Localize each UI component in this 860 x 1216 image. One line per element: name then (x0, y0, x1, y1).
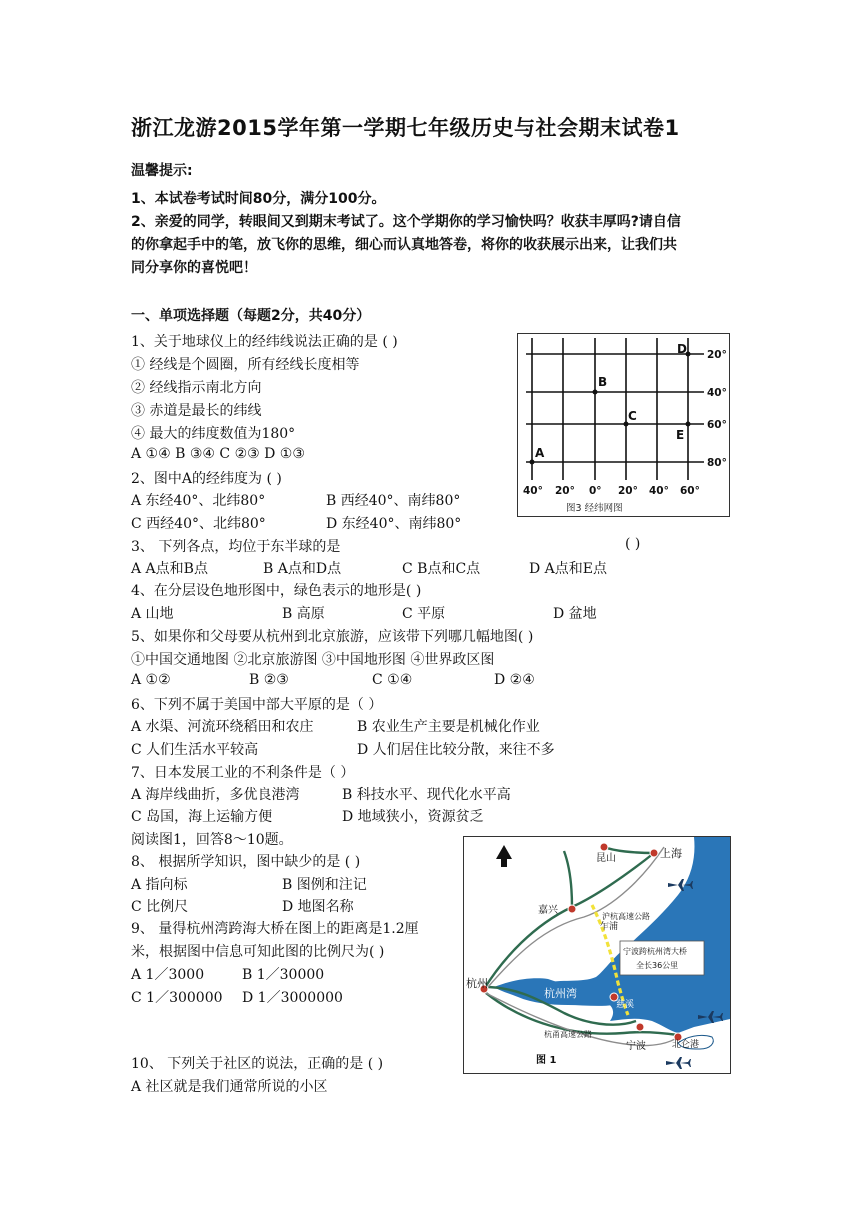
label-shanghai: 上海 (660, 847, 682, 860)
label-hangzhou: 杭州 (466, 977, 488, 990)
q2-stem: 2、图中A的经纬度为 ( ) (131, 471, 282, 487)
q6-option-a: A 水渠、河流环绕稻田和农庄 (131, 719, 314, 735)
label-cixi: 慈溪 (616, 1000, 635, 1010)
city-kunshan-dot (600, 843, 608, 851)
q7-option-c: C 岛国，海上运输方便 (131, 809, 273, 825)
lat-label-60: 60° (707, 419, 727, 431)
q4-option-c: C 平原 (402, 606, 446, 622)
lon-label-20e: 20° (618, 485, 638, 497)
point-a-dot (530, 460, 535, 465)
q4-option-d: D 盆地 (553, 606, 597, 622)
q5-option-a: A ①② (131, 672, 171, 688)
point-d-label: D (677, 342, 687, 356)
lon-label-40e: 40° (649, 485, 669, 497)
q4-option-b: B 高原 (282, 606, 325, 622)
section-heading: 一、单项选择题（每题2分，共40分） (131, 308, 371, 324)
map-figure (463, 836, 731, 1074)
q10-option-a: A 社区就是我们通常所说的小区 (131, 1079, 328, 1095)
q4-option-a: A 山地 (131, 606, 174, 622)
tips-p2-line3: 同分享你的喜悦吧！ (131, 260, 257, 276)
bridge-note-line1: 宁波跨杭州湾大桥 (623, 947, 687, 956)
q7-stem: 7、日本发展工业的不利条件是（ ） (131, 765, 355, 781)
q2-option-d: D 东经40°、南纬80° (326, 516, 462, 532)
read-instruction: 阅读图1，回答8～10题。 (131, 832, 293, 848)
point-b-label: B (598, 375, 608, 389)
q9-option-d: D 1／3000000 (242, 990, 343, 1006)
lat-label-20: 20° (707, 349, 727, 361)
q1-s1: ① 经线是个圆圈，所有经线长度相等 (131, 357, 360, 373)
point-e-dot (686, 422, 691, 427)
label-zhapu: 乍浦 (600, 922, 619, 932)
lon-label-40w: 40° (523, 485, 543, 497)
q9-option-a: A 1／3000 (131, 967, 205, 983)
city-ningbo-dot (636, 1023, 644, 1031)
q9-stem-1: 9、 量得杭州湾跨海大桥在图上的距离是1.2厘 (131, 921, 419, 937)
q6-option-c: C 人们生活水平较高 (131, 742, 259, 758)
tips-heading: 温馨提示: (131, 163, 193, 179)
page-title: 浙江龙游2015学年第一学期七年级历史与社会期末试卷1 (131, 116, 680, 140)
label-bay: 杭州湾 (544, 987, 577, 1000)
lon-label-20w: 20° (555, 485, 575, 497)
q4-stem: 4、在分层设色地形图中，绿色表示的地形是( ) (131, 583, 422, 599)
label-jiaxing: 嘉兴 (538, 905, 558, 916)
q5-option-d: D ②④ (494, 672, 535, 688)
q8-option-a: A 指向标 (131, 877, 188, 893)
q9-option-c: C 1／300000 (131, 990, 223, 1006)
q1-stem: 1、关于地球仪上的经纬线说法正确的是 ( ) (131, 334, 398, 350)
q7-option-d: D 地域狭小，资源贫乏 (342, 809, 484, 825)
q8-option-c: C 比例尺 (131, 899, 189, 915)
q5-stem: 5、如果你和父母要从杭州到北京旅游，应该带下列哪几幅地图( ) (131, 629, 534, 645)
q1-s4: ④ 最大的纬度数值为180° (131, 426, 296, 442)
q3-option-b: B A点和D点 (263, 561, 342, 577)
map-figure-caption: 图 1 (536, 1055, 557, 1066)
q2-option-c: C 西经40°、北纬80° (131, 516, 266, 532)
q9-option-b: B 1／30000 (242, 967, 325, 983)
q6-option-b: B 农业生产主要是机械化作业 (357, 719, 540, 735)
q3-paren: ( ) (625, 536, 641, 552)
q3-option-d: D A点和E点 (529, 561, 608, 577)
q6-option-d: D 人们居住比较分散，来往不多 (357, 742, 555, 758)
q5-option-c: C ①④ (372, 672, 413, 688)
q3-option-c: C B点和C点 (402, 561, 481, 577)
lon-label-60e: 60° (680, 485, 700, 497)
q8-option-b: B 图例和注记 (282, 877, 367, 893)
label-huhang-road: 沪杭高速公路 (602, 912, 650, 921)
q3-option-a: A A点和B点 (131, 561, 208, 577)
q9-stem-2: 米，根据图中信息可知此图的比例尺为( ) (131, 944, 385, 960)
q7-option-a: A 海岸线曲折，多优良港湾 (131, 787, 300, 803)
q8-stem: 8、 根据所学知识，图中缺少的是 ( ) (131, 854, 361, 870)
grid-lines (526, 338, 704, 480)
grid-figure (517, 333, 730, 517)
q8-option-d: D 地图名称 (282, 899, 354, 915)
q5-option-b: B ②③ (249, 672, 289, 688)
tips-p1: 1、本试卷考试时间80分，满分100分。 (131, 191, 386, 207)
point-e-label: E (676, 428, 685, 442)
q1-s2: ② 经线指示南北方向 (131, 380, 262, 396)
q10-stem: 10、 下列关于社区的说法，正确的是 ( ) (131, 1056, 384, 1072)
q1-options: A ①④ B ③④ C ②③ D ①③ (131, 446, 305, 462)
bridge-note-line2: 全长36公里 (636, 961, 679, 970)
city-shanghai-dot (650, 849, 658, 857)
q3-stem: 3、 下列各点，均位于东半球的是 (131, 539, 341, 555)
q2-option-a: A 东经40°、北纬80° (131, 493, 266, 509)
q6-stem: 6、下列不属于美国中部大平原的是（ ） (131, 697, 383, 713)
label-hangyong-road: 杭甬高速公路 (544, 1030, 592, 1039)
lat-label-40: 40° (707, 387, 727, 399)
lat-label-80: 80° (707, 457, 727, 469)
q1-s3: ③ 赤道是最长的纬线 (131, 403, 262, 419)
lon-label-0: 0° (589, 485, 602, 497)
q5-items: ①中国交通地图 ②北京旅游图 ③中国地形图 ④世界政区图 (131, 652, 495, 668)
tips-p2-line1: 2、亲爱的同学，转眼间又到期末考试了。这个学期你的学习愉快吗？收获丰厚吗?请自信 (131, 214, 681, 230)
tips-p2-line2: 的你拿起手中的笔，放飞你的思维，细心而认真地答卷，将你的收获展示出来，让我们共 (131, 237, 677, 253)
city-jiaxing-dot (568, 905, 576, 913)
label-kunshan: 昆山 (596, 853, 616, 864)
label-ningbo: 宁波 (626, 1041, 646, 1052)
label-beilun: 北仑港 (672, 1040, 700, 1050)
q2-option-b: B 西经40°、南纬80° (326, 493, 461, 509)
grid-figure-caption: 图3 经纬网图 (566, 503, 623, 514)
point-a-label: A (535, 446, 545, 460)
point-b-dot (593, 390, 598, 395)
q7-option-b: B 科技水平、现代化水平高 (342, 787, 511, 803)
point-c-label: C (628, 409, 637, 423)
